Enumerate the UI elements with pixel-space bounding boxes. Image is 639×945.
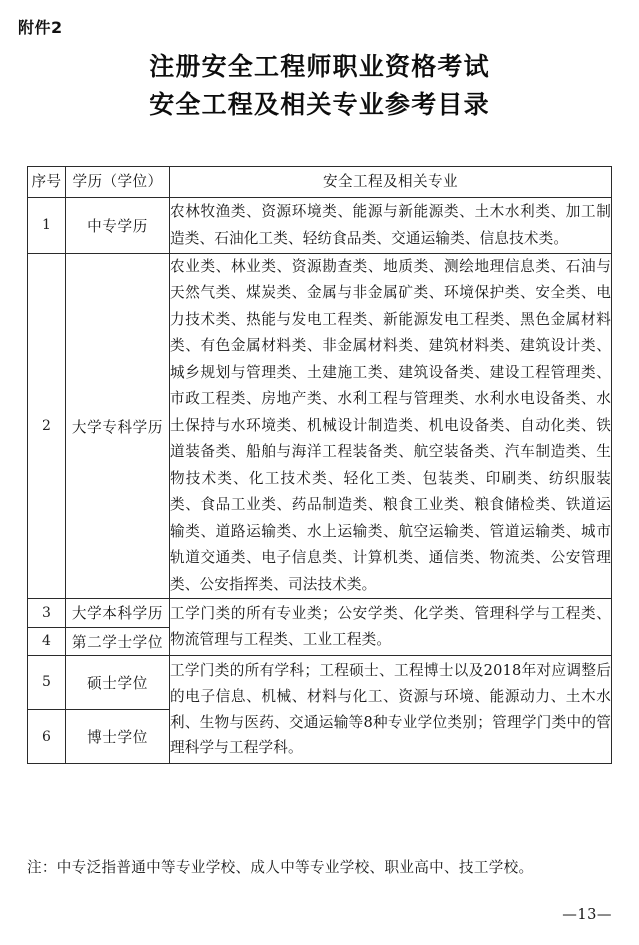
cell-no-3: 3 [28, 599, 66, 627]
cell-no-6: 6 [28, 710, 66, 764]
header-cell-education: 学历（学位） [66, 167, 170, 198]
cell-education-2: 大学专科学历 [66, 253, 170, 599]
title-block [0, 48, 639, 124]
cell-education-4: 第二学士学位 [66, 627, 170, 655]
catalog-table-wrapper [27, 166, 611, 764]
table-row [28, 599, 612, 627]
table-note: 注：中专泛指普通中等专业学校、成人中等专业学校、职业高中、技工学校。 [27, 859, 534, 876]
cell-majors-3-4: 工学门类的所有专业类；公安学类、化学类、管理科学与工程类、物流管理与工程类、工业工程类。 [170, 599, 612, 656]
cell-no-5: 5 [28, 655, 66, 709]
document-title-line-1: 注册安全工程师职业资格考试 [149, 52, 490, 81]
catalog-table [27, 166, 612, 764]
table-row [28, 198, 612, 254]
cell-no-1: 1 [28, 198, 66, 254]
document-title-line-2: 安全工程及相关专业参考目录 [149, 90, 490, 119]
page-number: —13— [562, 906, 612, 923]
cell-education-1: 中专学历 [66, 198, 170, 254]
table-row [28, 655, 612, 709]
table-row [28, 253, 612, 599]
cell-education-3: 大学本科学历 [66, 599, 170, 627]
cell-majors-1: 农林牧渔类、资源环境类、能源与新能源类、土木水利类、加工制造类、石油化工类、轻纺食品类、交通运输类、信息技术类。 [170, 198, 612, 254]
header-cell-majors: 安全工程及相关专业 [170, 167, 612, 198]
cell-no-4: 4 [28, 627, 66, 655]
attachment-label: 附件2 [18, 18, 63, 37]
cell-majors-5-6: 工学门类的所有学科；工程硕士、工程博士以及2018年对应调整后的电子信息、机械、材料与化工、资源与环境、能源动力、土木水利、生物与医药、交通运输等8种专业学位类别；管理学门类中的管理科学与工程学科。 [170, 655, 612, 763]
table-header-row [28, 167, 612, 198]
cell-education-6: 博士学位 [66, 710, 170, 764]
cell-no-2: 2 [28, 253, 66, 599]
cell-education-5: 硕士学位 [66, 655, 170, 709]
header-cell-no: 序号 [28, 167, 66, 198]
cell-majors-2: 农业类、林业类、资源勘查类、地质类、测绘地理信息类、石油与天然气类、煤炭类、金属与非金属矿类、环境保护类、安全类、电力技术类、热能与发电工程类、新能源发电工程类、黑色金属材料类、有色金属材料类、非金属材料类、建筑材料类、建筑设计类、城乡规划与管理类、土建施工类、建筑设备类、建设工程管理类、市政工程类、房地产类、水利工程与管理类、水利水电设备类、水土保持与水环境类、机械设计制造类、机电设备类、自动化类、铁道装备类、船舶与海洋工程装备类、航空装备类、汽车制造类、生物技术类、化工技术类、轻化工类、包装类、印刷类、纺织服装类、食品工业类、药品制造类、粮食工业类、粮食储检类、铁道运输类、道路运输类、水上运输类、航空运输类、管道运输类、城市轨道交通类、电子信息类、计算机类、通信类、物流类、公安管理类、公安指挥类、司法技术类。 [170, 253, 612, 599]
